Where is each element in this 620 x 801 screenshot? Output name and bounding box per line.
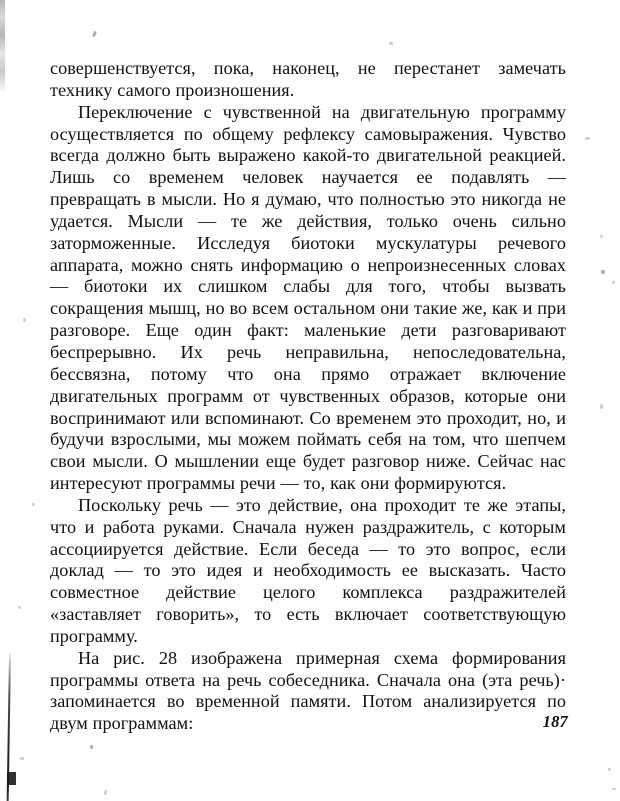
scan-speck xyxy=(90,745,93,749)
paragraph: совершенствуется, пока, наконец, не перестанет замечать технику самого произношения. xyxy=(50,58,566,100)
scan-speck xyxy=(23,318,26,322)
scan-binding-blob-artifact xyxy=(7,772,16,785)
scan-speck xyxy=(600,235,603,238)
page-text-body xyxy=(50,58,566,735)
scan-speck xyxy=(389,42,393,45)
scan-speck xyxy=(612,788,616,790)
scan-speck xyxy=(92,31,97,38)
scan-speck xyxy=(608,768,611,771)
paragraph: Переключение с чувственной на двигательную программу осуществляется по общему рефлексу самовыражения. Чувство всегда должно быть выражено какой-то двигательной реакцией. Лишь со временем человек научается ее подавлять — превращать в мысли. Но я думаю, что полностью это никогда не удается. Мысли — те же действия, только очень сильно заторможенные. Исследуя биотоки мускулатуры речевого аппарата, можно снять информацию о непроизнесенных словах — биотоки их слишком слабы для того, чтобы вызвать сокращения мышц, но во всем остальном они такие же, как и при разговоре. Еще один факт: маленькие дети разговаривают беспрерывно. Их речь неправильна, непоследовательна, бессвязна, потому что она прямо отражает включение двигательных программ от чувственных образов, которые они воспринимают или вспоминают. Со временем это проходит, но, и будучи взрослыми, мы можем поймать себя на том, что шепчем свои мысли. О мышлении еще будет разговор ниже. Сейчас нас интересуют программы речи — то, как они формируются. xyxy=(50,101,566,494)
scan-speck xyxy=(600,404,603,409)
scan-speck xyxy=(18,606,21,609)
paragraph: На рис. 28 изображена примерная схема формирования программы ответа на речь собеседника. Сначала она (эта речь)· запоминается во временной памяти. Потом анализируется по двум программам: xyxy=(50,647,566,734)
scan-speck xyxy=(103,790,107,796)
scan-speck xyxy=(20,757,24,760)
scan-speck xyxy=(32,503,35,506)
scan-speck xyxy=(601,270,605,274)
scan-speck xyxy=(612,281,615,284)
scan-speck xyxy=(585,137,590,140)
page-number: 187 xyxy=(542,712,568,731)
scan-edge-artifact xyxy=(0,0,5,92)
paragraph: Поскольку речь — это действие, она проходит те же этапы, что и работа руками. Сначала нужен раздражитель, с которым ассоциируется действие. Если беседа — то это вопрос, если доклад — то это идея и необходимость ее высказать. Часто совместное действие целого комплекса раздражителей «заставляет говорить», то есть включает соответствующую программу. xyxy=(50,494,566,646)
scan-binding-line-artifact xyxy=(7,652,11,801)
